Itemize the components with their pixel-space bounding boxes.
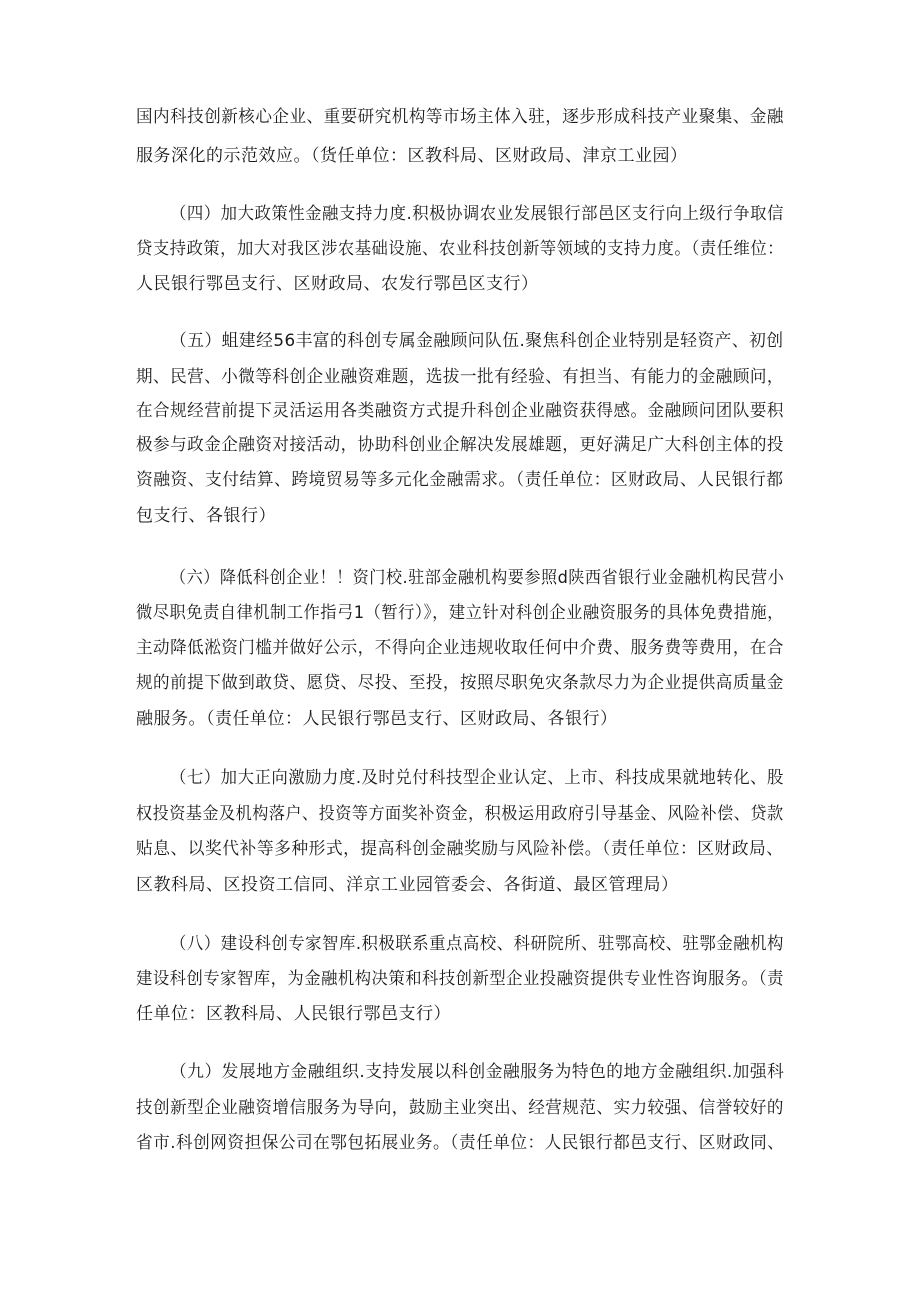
text-line: 规的前提下做到敢贷、愿贷、尽投、至投，按照尽职免灾条款尽力为企业提供高质量金 bbox=[136, 673, 784, 693]
text-line: 国内科技创新核心企业、重要研究机构等市场主体入驻，逐步形成科技产业聚集、金融 bbox=[136, 107, 784, 127]
text-line: （六）降低科创企业！！资门校.驻部金融机构要参照d陕西省银行业金融机构民营小 bbox=[170, 568, 785, 588]
text-line: （五）蛆建经56丰富的科创专属金融顾问队伍.聚焦科创企业特别是轻资产、初创 bbox=[170, 331, 784, 351]
text-line: （四）加大政策性金融支持力度.积极协调农业发展银行部邑区支行向上级行争取信 bbox=[170, 204, 784, 224]
text-line: 服务深化的示范效应。（货任单位：区教科局、区财政局、津京工业园） bbox=[136, 146, 688, 166]
text-line: （九）发展地方金融组织.支持发展以科创金融服务为特色的地方金融组织.加强科 bbox=[170, 1062, 785, 1082]
text-line: 省市.科创网资担保公司在鄂包拓展业务。（责任单位：人民银行都邑支行、区财政同、 bbox=[136, 1133, 785, 1153]
text-line: 包支行、各银行） bbox=[136, 506, 276, 526]
text-line: 贴息、以奖代补等多种形式，提高科创金融奖励与风险补偿。（责任单位：区财政局、 bbox=[136, 839, 784, 859]
text-line: 期、民营、小微等科创企业融资难题，选拔一批有经验、有担当、有能力的金融顾问， bbox=[136, 367, 784, 387]
text-line: 贷支持政策，加大对我区涉农基础设施、农业科技创新等领域的支持力度。（责任维位： bbox=[136, 239, 784, 259]
text-line: 主动降低淞资门槛并做好公示，不得向企业违规收取任何中介费、服务费等费用，在合 bbox=[136, 638, 784, 658]
text-line: 融服务。（责任单位：人民银行鄂邑支行、区财政局、各银行） bbox=[136, 709, 618, 729]
text-line: 区教科局、区投资工信同、洋京工业园管委会、各街道、最区管理局） bbox=[136, 875, 679, 895]
text-line: 在合规经营前提下灵活运用各类融资方式提升科创企业融资获得感。金融顾问团队要积 bbox=[136, 401, 784, 421]
text-line: 资融资、支付结算、跨境贸易等多元化金融需求。（责任单位：区财政局、人民银行都 bbox=[136, 470, 784, 490]
text-line: 建设科创专家智库，为金融机构决策和科技创新型企业投融资提供专业性咨询服务。（责 bbox=[136, 969, 784, 989]
text-line: 技创新型企业融资增信服务为导向，鼓励主业突出、经营规范、实力较强、信誉较好的 bbox=[136, 1098, 784, 1118]
text-line: （七）加大正向激励力度.及时兑付科技型企业认定、上市、科技成果就地转化、股 bbox=[170, 768, 784, 788]
text-line: 人民银行鄂邑支行、区财政局、农发行鄂邑区支行） bbox=[136, 274, 539, 294]
text-line: 任单位：区教科局、人民银行鄂邑支行） bbox=[136, 1004, 451, 1024]
text-line: 极参与政金企融资对接活动，协助科创业企解决发展雄题，更好满足广大科创主体的投 bbox=[136, 435, 784, 455]
text-line: 权投资基金及机构落户、投资等方面奖补资金，积极运用政府引导基金、风险补偿、贷款 bbox=[136, 804, 784, 824]
text-line: 微尽职免责自律机制工作指弓1（暂行）》，建立针对科创企业融资服务的具体免费措施， bbox=[136, 603, 784, 623]
text-line: （八）建设科创专家智库.积极联系重点高校、科研院所、驻鄂高校、驻鄂金融机构 bbox=[170, 934, 784, 954]
